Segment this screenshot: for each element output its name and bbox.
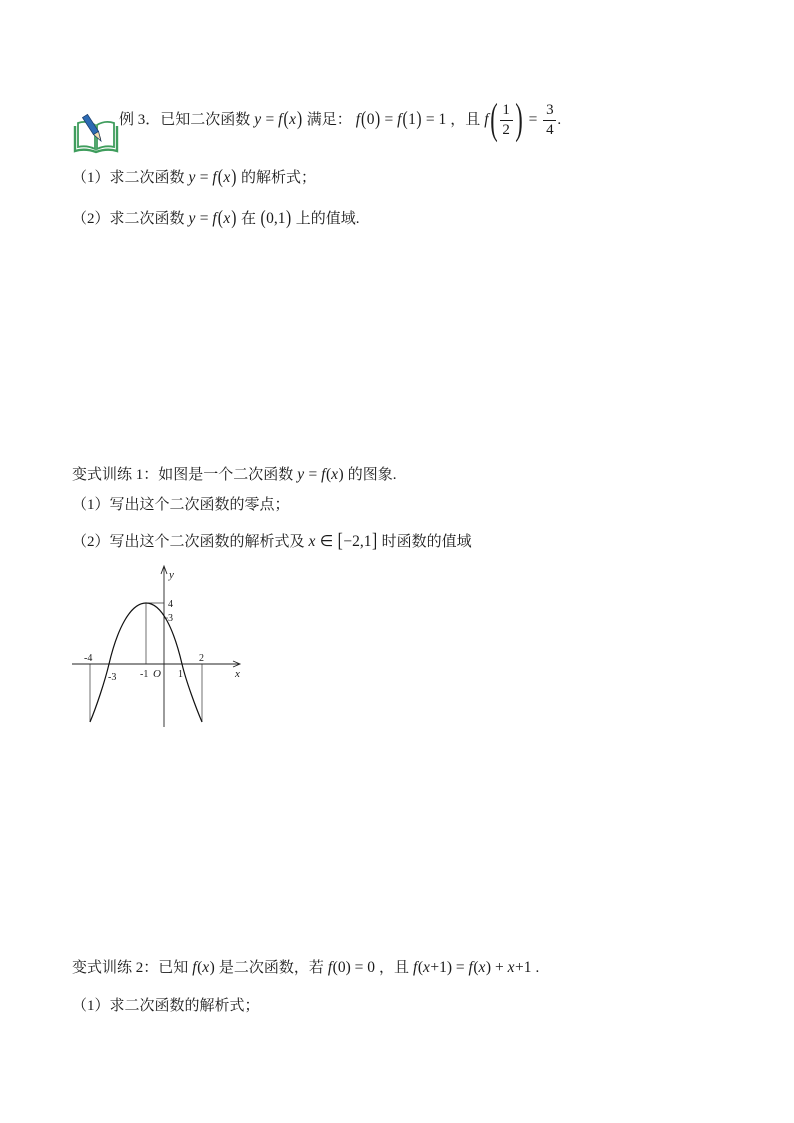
x-tick-label: 2 [199, 653, 204, 664]
equals-sign: = [528, 111, 538, 128]
variant1-heading [72, 464, 396, 486]
x-tick-label: -4 [84, 653, 93, 664]
fraction-numerator: 3 [543, 101, 556, 121]
functional-equation: f(x+1) = f(x) + x+1 [413, 959, 532, 976]
right-paren: ) [514, 95, 523, 144]
condition-formula: f(0) = f(1) = 1 [355, 108, 447, 131]
function-notation: f(x) [192, 959, 215, 976]
example3-label: 例 3．已知二次函数 [119, 112, 251, 128]
value-fraction [543, 101, 556, 140]
x-tick-label: 1 [178, 669, 183, 680]
sentence-end: . [535, 960, 540, 976]
function-name: f [484, 111, 489, 128]
function-notation: y = f(x) [297, 466, 344, 483]
y-tick-label: 3 [168, 613, 173, 624]
function-notation: y = f(x) [254, 108, 303, 131]
question-text: （1）求二次函数的解析式； [72, 998, 260, 1014]
question-text: （2）求二次函数 [72, 211, 185, 227]
question-text: （1）写出这个二次函数的零点； [72, 497, 290, 513]
function-notation: y = f(x) [188, 207, 237, 230]
argument-fraction [500, 101, 513, 140]
question-text: 的解析式； [240, 170, 316, 186]
y-tick-label: 4 [168, 599, 173, 610]
x-axis-label: x [235, 668, 240, 680]
fraction-denominator: 4 [546, 121, 554, 138]
variant2-heading [72, 957, 539, 979]
conjunction-text: ，且 [378, 960, 409, 976]
variant2-question-1 [72, 995, 260, 1017]
heading-text: 变式训练 1：如图是一个二次函数 [72, 467, 294, 483]
function-notation: y = f(x) [188, 166, 237, 189]
question-text: （2）写出这个二次函数的解析式及 [72, 534, 305, 550]
sentence-end: . [557, 112, 562, 128]
domain-condition: x ∈ [−2,1] [308, 530, 378, 553]
interval-notation: (0,1) [260, 207, 292, 230]
question-text: 时函数的值域 [381, 534, 472, 550]
variant1-question-1 [72, 494, 290, 516]
y-axis-label: y [169, 569, 174, 581]
example3-statement [119, 95, 562, 144]
heading-text: 是二次函数，若 [218, 960, 324, 976]
x-tick-label: -1 [140, 669, 149, 680]
heading-text: 变式训练 2：已知 [72, 960, 189, 976]
condition-formula: f(0) = 0 [327, 959, 375, 976]
heading-text: 的图象. [347, 467, 397, 483]
example3-question-2 [72, 208, 359, 230]
fraction-numerator: 1 [500, 101, 513, 121]
left-paren: ( [489, 95, 498, 144]
question-text: 在 [240, 211, 256, 227]
parabola-graph [60, 560, 250, 735]
fraction-denominator: 2 [502, 121, 510, 138]
book-pencil-icon [72, 112, 120, 154]
condition-label: 满足： [306, 112, 352, 128]
x-tick-label: -3 [108, 672, 117, 683]
conjunction-text: ，且 [450, 112, 481, 128]
variant1-question-2 [72, 531, 472, 553]
origin-label: O [153, 668, 161, 680]
question-text: 上的值域. [295, 211, 360, 227]
example3-question-1 [72, 167, 316, 189]
question-text: （1）求二次函数 [72, 170, 185, 186]
